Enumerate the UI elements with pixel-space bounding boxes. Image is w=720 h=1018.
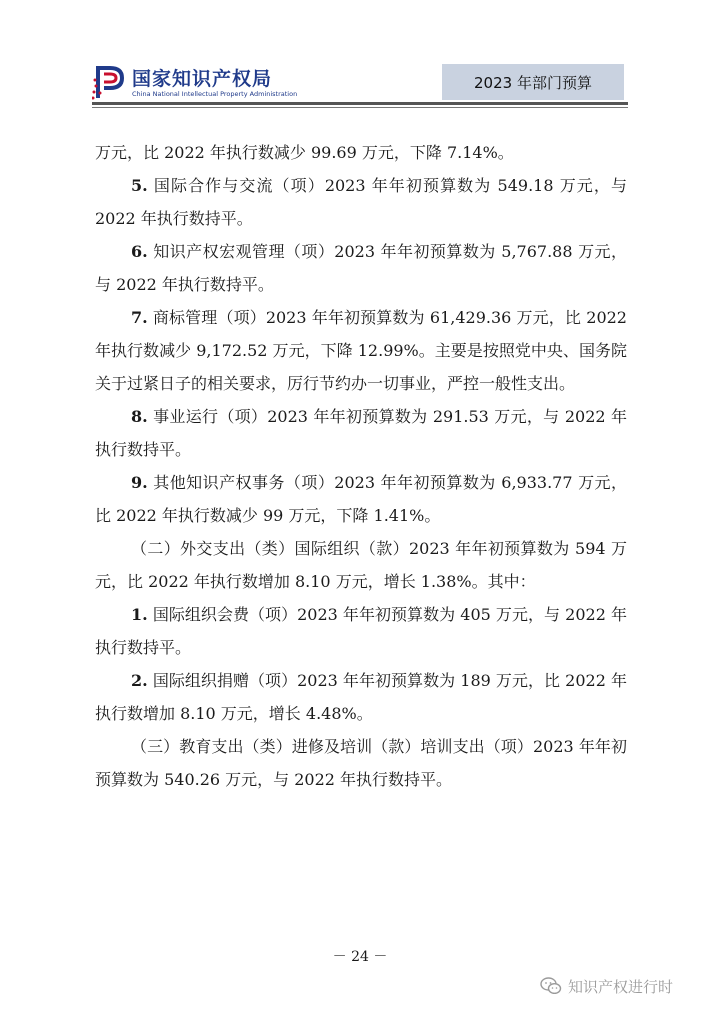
paragraph: 5. 国际合作与交流（项）2023 年年初预算数为 549.18 万元，与 2022 年执行数持平。 (95, 176, 627, 228)
body-text (95, 136, 627, 796)
wechat-icon (540, 976, 562, 996)
page-header (0, 0, 720, 110)
paragraph: （二）外交支出（类）国际组织（款）2023 年年初预算数为 594 万元，比 2022 年执行数增加 8.10 万元，增长 1.38%。其中： (95, 539, 627, 591)
paragraph: 9. 其他知识产权事务（项）2023 年年初预算数为 6,933.77 万元，比 2022 年执行数减少 99 万元，下降 1.41%。 (95, 473, 627, 525)
paragraph: 7. 商标管理（项）2023 年年初预算数为 61,429.36 万元，比 2022 年执行数减少 9,172.52 万元，下降 12.99%。主要是按照党中央、国务院关于过紧日子的相关要求，厉行节约办一切事业，严控一般性支出。 (95, 308, 627, 393)
header-rule-thin (92, 107, 628, 108)
logo-english-name: China National Intellectual Property Administration (132, 90, 298, 98)
page-number: － 24 － (332, 949, 388, 965)
paragraph: 8. 事业运行（项）2023 年年初预算数为 291.53 万元，与 2022 年执行数持平。 (95, 407, 627, 459)
paragraph: 万元，比 2022 年执行数减少 99.69 万元，下降 7.14%。 (95, 143, 514, 162)
cnipa-logo (92, 62, 332, 106)
watermark-text: 知识产权进行时 (568, 977, 674, 996)
header-rule-thick (92, 102, 628, 105)
document-title-box (442, 64, 624, 100)
logo-chinese-name: 国家知识产权局 (132, 68, 273, 90)
paragraph: （三）教育支出（类）进修及培训（款）培训支出（项）2023 年年初预算数为 540.26 万元，与 2022 年执行数持平。 (95, 737, 627, 789)
paragraph: 1. 国际组织会费（项）2023 年年初预算数为 405 万元，与 2022 年执行数持平。 (95, 605, 627, 657)
paragraph: 6. 知识产权宏观管理（项）2023 年年初预算数为 5,767.88 万元，与 2022 年执行数持平。 (95, 242, 627, 294)
paragraph: 2. 国际组织捐赠（项）2023 年年初预算数为 189 万元，比 2022 年执行数增加 8.10 万元，增长 4.48%。 (95, 671, 627, 723)
document-title: 2023 年部门预算 (474, 73, 592, 92)
cnipa-emblem-icon (92, 62, 128, 102)
watermark (540, 974, 673, 998)
